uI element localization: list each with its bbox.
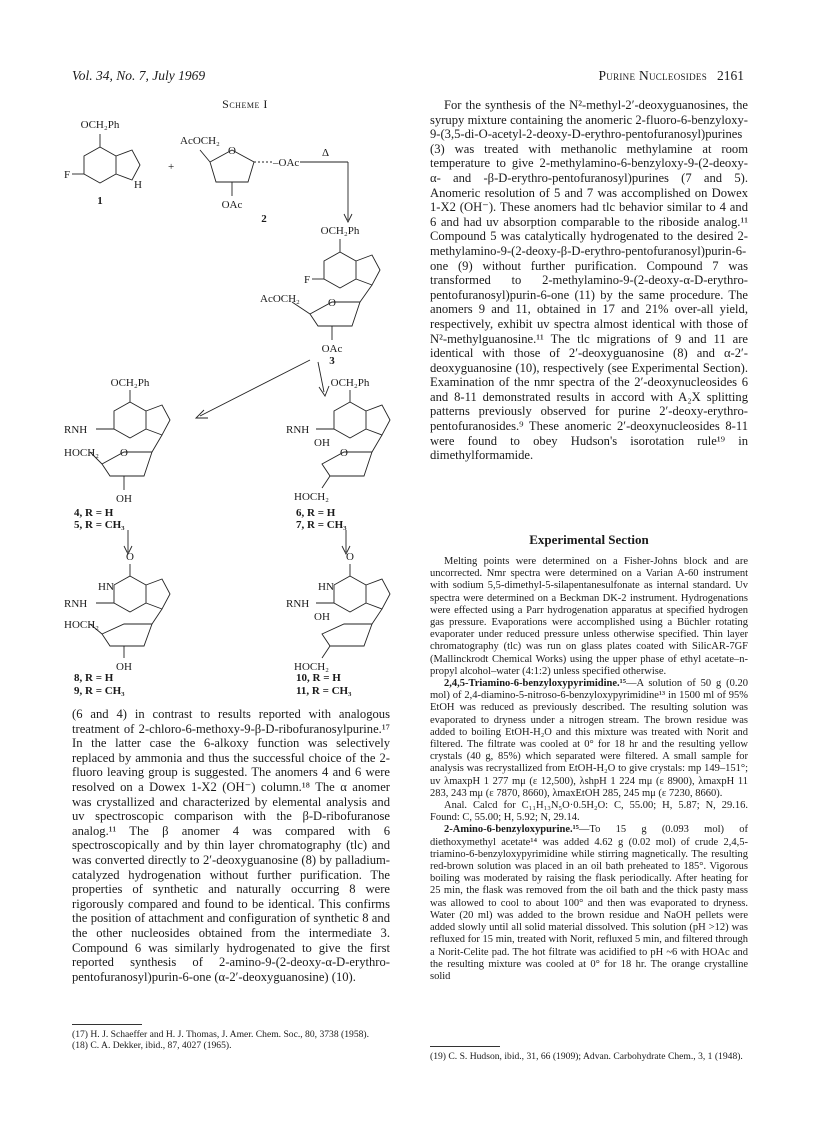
procedure-body-triaminopyrimidine: —A solution of 50 g (0.20 mol) of 2,4-diamino-5-nitroso-6-benzyloxypyrimidine¹³ in 1500 ml of 95% EtOH was reduced as previously described. The resulting solution was evaporated to dryness under a nitrogen stream. The brown residue was added to boiling EtOH-H₂O and this mixture was treated with Norit and filtered. The filtrate was cooled at 0° for 18 hr and the resulting yellow crystals (40 g, 85%) which separated were filtered. A small sample for analysis was recrystallized from EtOH-H₂O to give crystals: mp 149–151°; uv λmaxpH 1 277 mμ (ε 12,500), λshpH 1 224 mμ (ε 8900), λmaxpH 11 283, 243 mμ (ε 7870, 8660), λmaxEtOH 285, 245 mμ (ε 7230, 8660). — [430, 678, 748, 799]
right-column-paragraph: For the synthesis of the N²-methyl-2′-deoxyguanosines, the syrupy mixture containing the anomeric 2-fluoro-6-benzyloxy-9-(3,5-di-O-acetyl-2-deoxy-D-erythro-pentofuranosyl)purines (3) was treated with methanolic methylamine at room temperature to give 2-methylamino-6-benzyloxy-9-(2-deoxy-α- and -β-D-erythro-pentofuranosyl)purines (7 and 5). Anomeric resolution of 5 and 7 was accomplished on Dowex 1-X2 (OH⁻). These anomers had tlc behavior similar to 4 and 6 and had uv absorption comparable to the riboside analog.¹¹ Compound 5 was catalytically hydrogenated to the desired 2-methylamino-9-(2-deoxy-β-D-erythro-pentofuranosyl)purin-6-one (9) without further purification. Compound 7 was transformed to 2-methylamino-9-(2-deoxy-α-D-erythro-pentofuranosyl)purin-6-one (11) by the same procedure. The anomers 9 and 11, obtained in 17 and 21% over-all yield, respectively, exhibit uv spectra almost identical with those of N²-methylguanosine.¹¹ The tlc migrations of 9 and 11 are identical with those of 2′-deoxyguanosine (8) and α-2′-deoxyguanosine (10), respectively (see Experimental Section). Examination of the nmr spectra of the 2′-deoxynucleosides 6 and 8-11 demonstrated results in accord with A₂X splitting patterns previously observed for purine 2′-deoxy-erythro-pentofuranosides.⁹ These anomeric 2′-deoxynucleosides 8-11 were found to obey Hudson's isorotation rule¹⁹ in dimethylformamide. — [430, 98, 748, 463]
experimental-section-title: Experimental Section — [529, 532, 649, 547]
group-acoch2-2: AcOCH₂ — [180, 135, 220, 147]
atom-hn-8: HN — [98, 581, 114, 593]
compound-label-4: 4, R = H — [74, 507, 114, 519]
group-och2ph-1: OCH₂Ph — [80, 119, 120, 131]
group-hoch2-10: HOCH₂ — [294, 661, 330, 672]
left-column — [72, 707, 390, 984]
running-header-volume: Vol. 34, No. 7, July 1969 — [72, 68, 206, 83]
compound-label-2: 2 — [261, 213, 267, 225]
atom-o-2: O — [228, 145, 236, 157]
compound-label-11: 11, R = CH₃ — [296, 685, 352, 697]
running-header-title: Purine Nucleosides — [598, 68, 707, 83]
group-och2ph-4: OCH₂Ph — [110, 377, 150, 389]
left-column-paragraph: (6 and 4) in contrast to results reported with analogous treatment of 2-chloro-6-methoxy-9-β-D-ribofuranosylpurine.¹⁷ In the latter case the 6-alkoxy function was selectively replaced by ammonia and thus the successful choice of the 2-fluoro leaving group is suggested. The anomers 4 and 6 were resolved on a Dowex 1-X2 (OH⁻) column.¹⁸ The α anomer was crystallized and characterized by elemental analysis and uv spectroscopic comparison with the β-D-ribofuranose analog.¹¹ The β anomer 4 was compared with 6 spectroscopically and by thin layer chromatography (tlc) and was converted directly to 2′-deoxyguanosine (8) by palladium-catalyzed hydrogenation without further purification. The properties of synthetic and naturally occurring 8 were rigorously compared and found to be identical. This confirms the position of attachment and configuration of synthetic 8 and the other nucleosides obtained from the intermediate 3. Compound 6 was similarly hydrogenated to give the first reported synthesis of 2-amino-9-(2-deoxy-α-D-erythro-pentofuranosyl)purin-6-one (α-2′-deoxyguanosine) (10). — [72, 707, 390, 984]
analysis-line: Anal. Calcd for C₁₁H₁₃N₅O·0.5H₂O: C, 55.00; H, 5.87; N, 29.16. Found: C, 55.00; H, 5.92; N, 29.14. — [430, 800, 748, 824]
group-hoch2-4: HOCH₂ — [64, 447, 100, 459]
right-column — [430, 98, 748, 463]
group-oh-6: OH — [314, 437, 330, 449]
compound-label-1: 1 — [97, 195, 103, 207]
right-footnote-rule — [430, 1046, 500, 1047]
compound-label-6: 6, R = H — [296, 507, 336, 519]
procedure-aminobenzyloxypurine — [430, 824, 748, 983]
atom-hn-10: HN — [318, 581, 334, 593]
footnote-19: (19) C. S. Hudson, ibid., 31, 66 (1909); Advan. Carbohydrate Chem., 3, 1 (1948). — [430, 1051, 743, 1062]
reaction-scheme — [60, 112, 420, 672]
group-hoch2-8: HOCH₂ — [64, 619, 100, 631]
compound-label-9: 9, R = CH₃ — [74, 685, 125, 697]
compound-labels-10-11 — [296, 672, 351, 698]
atom-f-3: F — [304, 274, 311, 286]
compound-labels-8-9 — [74, 672, 125, 698]
page-number: 2161 — [717, 68, 744, 83]
atom-h-1: H — [134, 179, 142, 191]
group-rnh-4: RNH — [64, 424, 88, 436]
group-acoch2-3: AcOCH₂ — [260, 293, 300, 305]
footnote-18: (18) C. A. Dekker, ibid., 87, 4027 (1965). — [72, 1040, 232, 1051]
atom-o-6: O — [340, 447, 348, 459]
running-header-right — [598, 68, 744, 84]
atom-f-1: F — [64, 169, 71, 181]
procedure-title-aminobenzyloxypurine: 2-Amino-6-benzyloxypurine.¹⁵ — [444, 824, 579, 836]
left-footnote-rule — [72, 1024, 142, 1025]
group-oac-3: OAc — [321, 343, 343, 355]
plus-sign: + — [168, 161, 175, 173]
procedure-triaminopyrimidine — [430, 678, 748, 800]
right-footnotes — [430, 1051, 748, 1062]
scheme-title: Scheme I — [222, 97, 268, 111]
heat-symbol: Δ — [322, 147, 330, 159]
procedure-body-aminobenzyloxypurine: —To 15 g (0.093 mol) of diethoxymethyl acetate¹⁴ was added 4.62 g (0.02 mol) of crude 2,4,5-triamino-6-benzyloxypyrimidine while stirring magnetically. The resulting red-brown solution was placed in an oil bath preheated to 185°. Vigorous boiling was moderated by raising the flask periodically. After heating for 25 min, the flask was removed from the oil bath and the thick pasty mass was allowed to cool to about 100° and then was evaporated to dryness. Water (20 ml) was added to the brown residue and NaOH pellets were added slowly until all solid material dissolved. This solution (pH >12) was refluxed for 15 min, treated with Norit, refluxed 5 min, and filtered through a Norit-Celite pad. The hot filtrate was acidified to pH ~6 with HOAc and the resulting mixture was cooled at 0° for 18 hr. The orange crystalline solid — [430, 824, 748, 982]
compound-label-8: 8, R = H — [74, 672, 114, 684]
atom-o-3: O — [328, 297, 336, 309]
group-oac-2: OAc — [221, 199, 243, 211]
experimental-intro: Melting points were determined on a Fisher-Johns block and are uncorrected. Nmr spectra were determined on a Varian A-60 instrument with sodium 5,5-dimethyl-5-silapentanesulfonate as internal standard. Uv spectra were determined on a Beckman DK-2 instrument. Hydrogenations were effected using a Parr hydrogenation apparatus at specified hydrogen gas pressure. Evaporations were accomplished using a Büchler rotating evaporater under reduced pressure unless otherwise specified. Thin layer chromatography (tlc) was run on glass plates coated with SilicAR-7GF (Mallinckrodt Chemical Works) using the upper phase of ethyl acetate–n-propyl alcohol–water (4:1:2) unless specified otherwise. — [430, 556, 748, 677]
group-rnh-6: RNH — [286, 424, 310, 436]
group-rnh-8: RNH — [64, 598, 88, 610]
group-oh-4: OH — [116, 493, 132, 505]
compound-label-5: 5, R = CH₃ — [74, 519, 125, 531]
group-oh-10: OH — [314, 611, 330, 623]
compound-label-10: 10, R = H — [296, 672, 341, 684]
group-oh-8: OH — [116, 661, 132, 672]
group-och2ph-3: OCH₂Ph — [320, 225, 360, 237]
left-footnotes — [72, 1029, 390, 1051]
procedure-title-triaminopyrimidine: 2,4,5-Triamino-6-benzyloxypyrimidine.¹⁵ — [444, 678, 626, 690]
group-rnh-10: RNH — [286, 598, 310, 610]
atom-o-4: O — [120, 447, 128, 459]
atom-o-8-carbonyl: O — [126, 551, 134, 563]
group-hoch2-6: HOCH₂ — [294, 491, 330, 503]
compound-label-3: 3 — [329, 355, 335, 367]
group-och2ph-6: OCH₂Ph — [330, 377, 370, 389]
atom-o-10-carbonyl: O — [346, 551, 354, 563]
compound-label-7: 7, R = CH₃ — [296, 519, 347, 531]
experimental-section — [430, 556, 748, 983]
footnote-17: (17) H. J. Schaeffer and H. J. Thomas, J. Amer. Chem. Soc., 80, 3738 (1958). — [72, 1029, 370, 1040]
group-oac-chain-2: –OAc — [273, 157, 300, 169]
